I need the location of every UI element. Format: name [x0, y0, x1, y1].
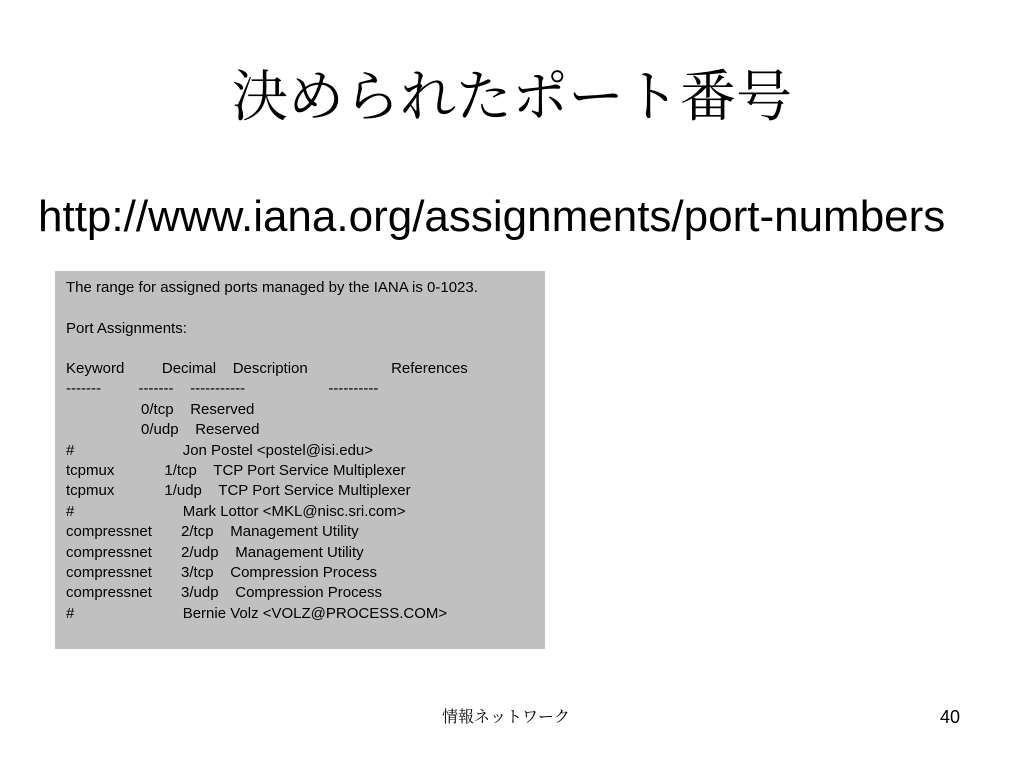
listing-heading: Port Assignments:	[66, 320, 187, 337]
listing-row: 0/udp Reserved	[66, 421, 260, 438]
listing-row: 0/tcp Reserved	[66, 401, 255, 418]
listing-row: # Jon Postel <postel@isi.edu>	[66, 442, 374, 459]
iana-url: http://www.iana.org/assignments/port-numbers	[38, 192, 946, 241]
slide-title: 決められたポート番号	[232, 65, 792, 130]
page-number: 40	[940, 707, 961, 727]
listing-row: # Mark Lottor <MKL@nisc.sri.com>	[66, 503, 406, 520]
listing-row: compressnet 2/udp Management Utility	[66, 544, 364, 561]
listing-intro: The range for assigned ports managed by the IANA is 0-1023.	[66, 279, 478, 296]
listing-row: # Bernie Volz <VOLZ@PROCESS.COM>	[66, 605, 448, 622]
listing-row: tcpmux 1/udp TCP Port Service Multiplexer	[66, 482, 411, 499]
footer-course-title: 情報ネットワーク	[442, 707, 571, 726]
listing-column-rules: ------- ------- ----------- ----------	[66, 380, 379, 397]
listing-column-headers: Keyword Decimal Description References	[66, 360, 468, 377]
listing-row: compressnet 3/udp Compression Process	[66, 584, 382, 601]
listing-row: compressnet 3/tcp Compression Process	[66, 564, 377, 581]
listing-row: compressnet 2/tcp Management Utility	[66, 523, 359, 540]
port-assignments-listing	[55, 271, 545, 649]
listing-row: tcpmux 1/tcp TCP Port Service Multiplexer	[66, 462, 406, 479]
